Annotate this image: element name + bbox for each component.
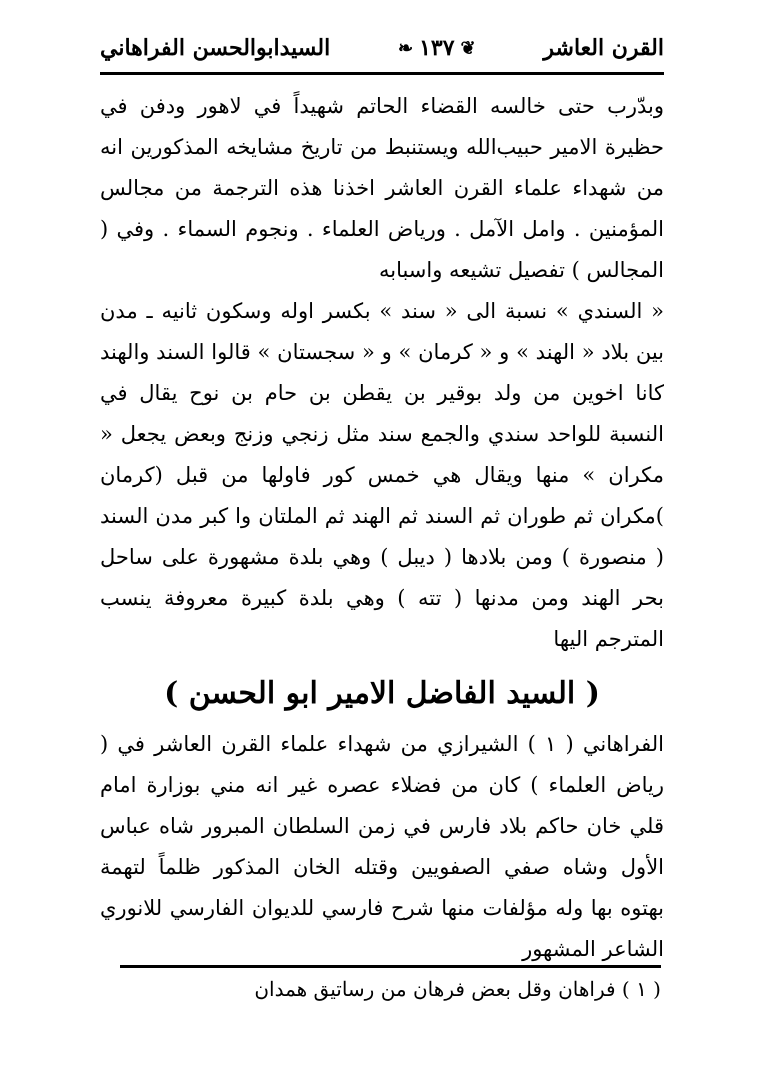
- body-text: [100, 86, 664, 970]
- page-number-group: [398, 35, 476, 61]
- running-head-subject: السيدابوالحسن الفراهاني: [100, 35, 331, 61]
- section-heading: ( السيد الفاضل الامير ابو الحسن ): [164, 676, 600, 711]
- paragraph-1: وبدّرب حتى خالسه القضاء الحاتم شهيداً في لاهور ودفن في حظيرة الامير حبيب‌الله ويستنبط من تاريخ مشايخه المذكورين انه من شهداء علماء القرن العاشر اخذنا هذه الترجمة من مجالس المؤمنين . وامل الآمل . ورياض العلماء . ونجوم السماء . وفي ( المجالس ) تفصيل تشيعه واسبابه: [100, 94, 664, 282]
- paragraph-3: الفراهاني ( ١ ) الشيرازي من شهداء علماء القرن العاشر في ( رياض العلماء ) كان من فضلاء عصره غير انه مني بوزارة امام قلي خان حاكم بلاد فارس في زمن السلطان المبرور شاه عباس الأول وشاه صفي الصفويين وقتله الخان المذكور ظلماً لتهمة بهتوه بها وله مؤلفات منها شرح فارسي للديوان الفارسي للانوري الشاعر المشهور: [100, 732, 664, 961]
- ornament-left-icon: ❦: [460, 37, 476, 59]
- footnote-rule: [120, 965, 661, 968]
- paragraph-2: « السندي » نسبة الى « سند » بكسر اوله وسكون ثانيه ـ مدن بين بلاد « الهند » و « كرمان » و « سجستان » قالوا السند والهند كانا اخوين من ولد بوقير بن يقطن بن حام بن نوح يقال في النسبة للواحد سندي والجمع سند مثل زنجي وزنج وبعض يجعل « مكران » منها ويقال هي خمس كور فاولها من قبل (كرمان )مكران ثم طوران ثم السند ثم الهند ثم الملتان وا كبر مدن السند ( منصورة ) ومن بلادها ( ديبل ) وهي بلدة مشهورة على ساحل بحر الهند ومن مدنها ( تته ) وهي بلدة كبيرة معروفة ينسب المترجم اليها: [100, 299, 664, 651]
- ornament-right-icon: ❧: [398, 37, 414, 59]
- running-head-chapter: القرن العاشر: [543, 35, 664, 61]
- header-rule: [100, 72, 664, 75]
- running-head: [100, 30, 664, 66]
- footnote: ( ١ ) فراهان وقل بعض فرهان من رساتيق همدان: [254, 977, 661, 1001]
- page-number: ١٣٧: [419, 35, 455, 61]
